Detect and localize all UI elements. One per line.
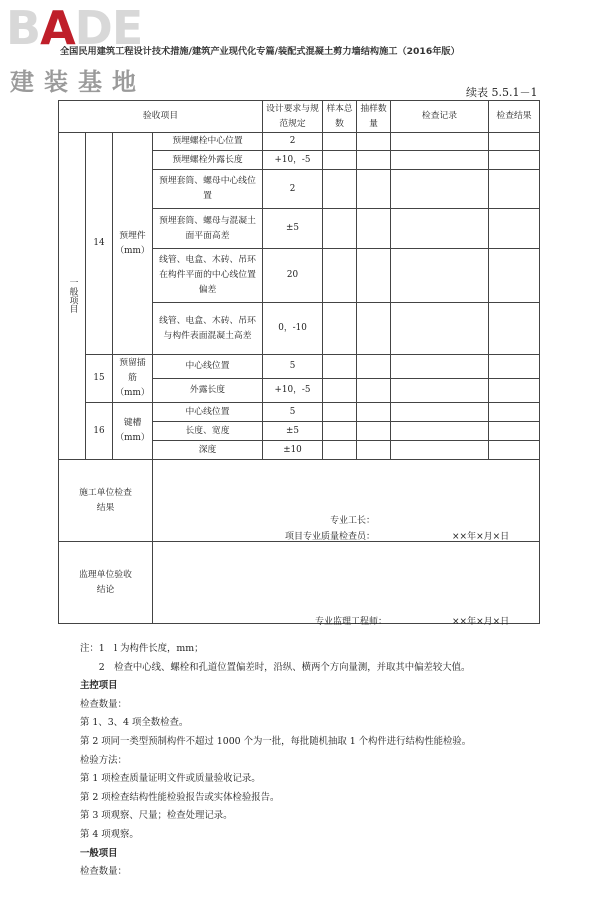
bade-logo: BADE (6, 1, 143, 55)
group-name: 预埋件（mm） (113, 133, 153, 355)
value-cell: 5 (263, 355, 323, 379)
body-line: 检查数量： (80, 698, 127, 710)
supervision-label: 监理单位验收结论 (59, 542, 153, 624)
table-number: 续表 5.5.1－1 (466, 86, 538, 99)
value-cell: ±5 (263, 209, 323, 249)
group-no: 15 (86, 355, 113, 403)
value-cell: ±10 (263, 441, 323, 460)
header-design: 设计要求与规范规定 (263, 101, 323, 133)
header-row (59, 101, 540, 133)
supervision-date: ××年×月×日 (452, 617, 510, 627)
category-cell: 一般项目 (59, 133, 86, 460)
item-cell: 预埋套筒、螺母与混凝土面平面高差 (153, 209, 263, 249)
item-cell: 深度 (153, 441, 263, 460)
header-record: 检查记录 (391, 101, 489, 133)
value-cell: +10，-5 (263, 379, 323, 403)
inspector-label: 项目专业质量检查员： (285, 532, 376, 542)
body-line: 第 2 项检查结构性能检验报告或实体检验报告。 (80, 791, 280, 803)
value-cell: 0，-10 (263, 303, 323, 355)
table-row (59, 355, 540, 379)
body-line: 第 2 项同一类型预制构件不超过 1000 个为一批，每批随机抽取 1 个构件进行结构性能检验。 (80, 735, 472, 747)
header-item: 验收项目 (59, 101, 263, 133)
construction-label: 施工单位检查结果 (59, 460, 153, 542)
body-line: 一般项目 (80, 847, 118, 859)
engineer-label: 专业监理工程师： (315, 617, 388, 627)
note-line: 2 检查中心线、螺栓和孔道位置偏差时，沿纵、横两个方向量测，并取其中偏差较大值。 (80, 661, 471, 673)
body-line: 检查数量： (80, 866, 127, 878)
header-sample-count: 抽样数量 (357, 101, 391, 133)
body-line: 主控项目 (80, 680, 118, 692)
item-cell: 线管、电盒、木砖、吊环与构件表面混凝土高差 (153, 303, 263, 355)
brand-chinese: 建装基地 (10, 68, 146, 96)
note-line: 注：1 l 为构件长度，mm； (80, 643, 204, 654)
body-line: 检验方法： (80, 754, 127, 766)
group-no: 14 (86, 133, 113, 355)
item-cell: 预埋套筒、螺母中心线位置 (153, 170, 263, 209)
foreman-label: 专业工长： (330, 516, 376, 526)
body-line: 第 1、3、4 项全数检查。 (80, 717, 189, 729)
item-cell: 长度、宽度 (153, 422, 263, 441)
value-cell: +10，-5 (263, 151, 323, 170)
item-cell: 中心线位置 (153, 403, 263, 422)
value-cell: 2 (263, 170, 323, 209)
group-name: 预留插筋（mm） (113, 355, 153, 403)
header-result: 检查结果 (489, 101, 540, 133)
header-sample-total: 样本总数 (323, 101, 357, 133)
value-cell: 5 (263, 403, 323, 422)
item-cell: 线管、电盒、木砖、吊环在构件平面的中心线位置偏差 (153, 249, 263, 303)
value-cell: 2 (263, 133, 323, 151)
group-no: 16 (86, 403, 113, 460)
acceptance-table (58, 100, 540, 624)
series-subtitle: 全国民用建筑工程设计技术措施/建筑产业现代化专篇/装配式混凝土剪力墙结构施工（2016年版） (60, 46, 460, 57)
item-cell: 外露长度 (153, 379, 263, 403)
body-line: 第 1 项检查质量证明文件或质量验收记录。 (80, 773, 261, 785)
item-cell: 预埋螺栓中心位置 (153, 133, 263, 151)
table-row (59, 403, 540, 422)
notes-and-body (80, 640, 471, 882)
value-cell: ±5 (263, 422, 323, 441)
item-cell: 预埋螺栓外露长度 (153, 151, 263, 170)
construction-date: ××年×月×日 (452, 532, 510, 542)
item-cell: 中心线位置 (153, 355, 263, 379)
group-name: 键槽（mm） (113, 403, 153, 460)
body-line: 第 3 项观察、尺量；检查处理记录。 (80, 810, 233, 822)
value-cell: 20 (263, 249, 323, 303)
supervision-row (59, 542, 540, 624)
body-line: 第 4 项观察。 (80, 828, 139, 840)
table-row (59, 133, 540, 151)
